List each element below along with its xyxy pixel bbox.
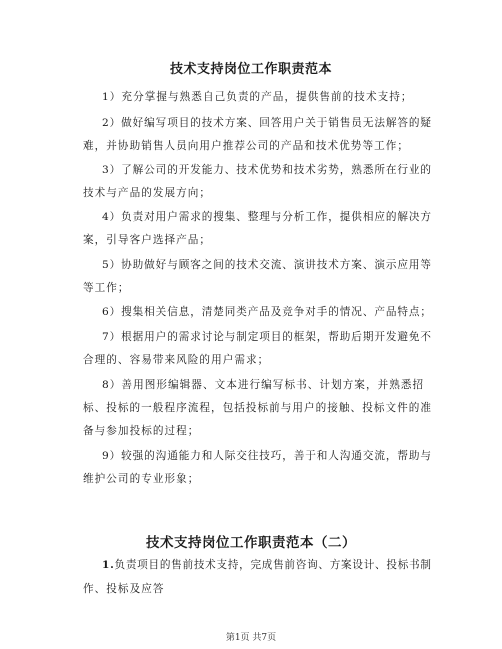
item-1-line-1: 1）充分掌握与熟悉自己负责的产品，提供售前的技术支持； [102, 91, 413, 103]
item-4-line-1: 4）负责对用户需求的搜集、整理与分析工作，提供相应的解决方 [102, 211, 432, 223]
item-9-line-2: 维护公司的专业形象； [83, 473, 200, 485]
item-4-line-2: 案，引导客户选择产品； [83, 234, 212, 246]
section2-item-1-text: 负责项目的售前技术支持，完成售前咨询、方案设计、投标书制 [114, 559, 432, 571]
item-5-line-1: 5）协助做好与顾客之间的技术交流、演讲技术方案、演示应用等 [102, 259, 432, 271]
item-7-line-2: 合理的、容易带来风险的用户需求； [83, 354, 270, 366]
section2-item-1-line-1 [102, 558, 432, 572]
page-footer: 第1页 共7页 [225, 633, 277, 643]
item-2-line-1: 2）做好编写项目的技术方案、回答用户关于销售员无法解答的疑 [102, 117, 432, 129]
item-3-line-2: 技术与产品的发展方向； [83, 187, 212, 199]
item-7-line-1: 7）根据用户的需求讨论与制定项目的框架，帮助后期开发避免不 [102, 331, 432, 343]
item-8-line-1: 8）善用图形编辑器、文本进行编写标书、计划方案，并熟悉招 [102, 379, 425, 391]
section-title-2: 技术支持岗位工作职责范本（二） [146, 535, 356, 551]
item-8-line-3: 备与参加投标的过程； [83, 425, 200, 437]
section2-item-1-line-2: 作、投标及应答 [83, 583, 165, 595]
item-8-line-2: 标、投标的一般程序流程，包括投标前与用户的接触、投标文件的准 [83, 402, 432, 414]
section2-item-1-number: 1. [102, 559, 115, 571]
item-6-line-1: 6）搜集相关信息，清楚同类产品及竞争对手的情况、产品特点； [102, 306, 432, 318]
item-9-line-1: 9）较强的沟通能力和人际交往技巧，善于和人沟通交流，帮助与 [102, 450, 432, 462]
item-3-line-1: 3）了解公司的开发能力、技术优势和技术劣势，熟悉所在行业的 [102, 164, 432, 176]
item-2-line-2: 难，并协助销售人员向用户推荐公司的产品和技术优势等工作； [83, 140, 410, 152]
item-5-line-2: 等工作； [83, 282, 130, 294]
document-title: 技术支持岗位工作职责范本 [169, 62, 332, 77]
